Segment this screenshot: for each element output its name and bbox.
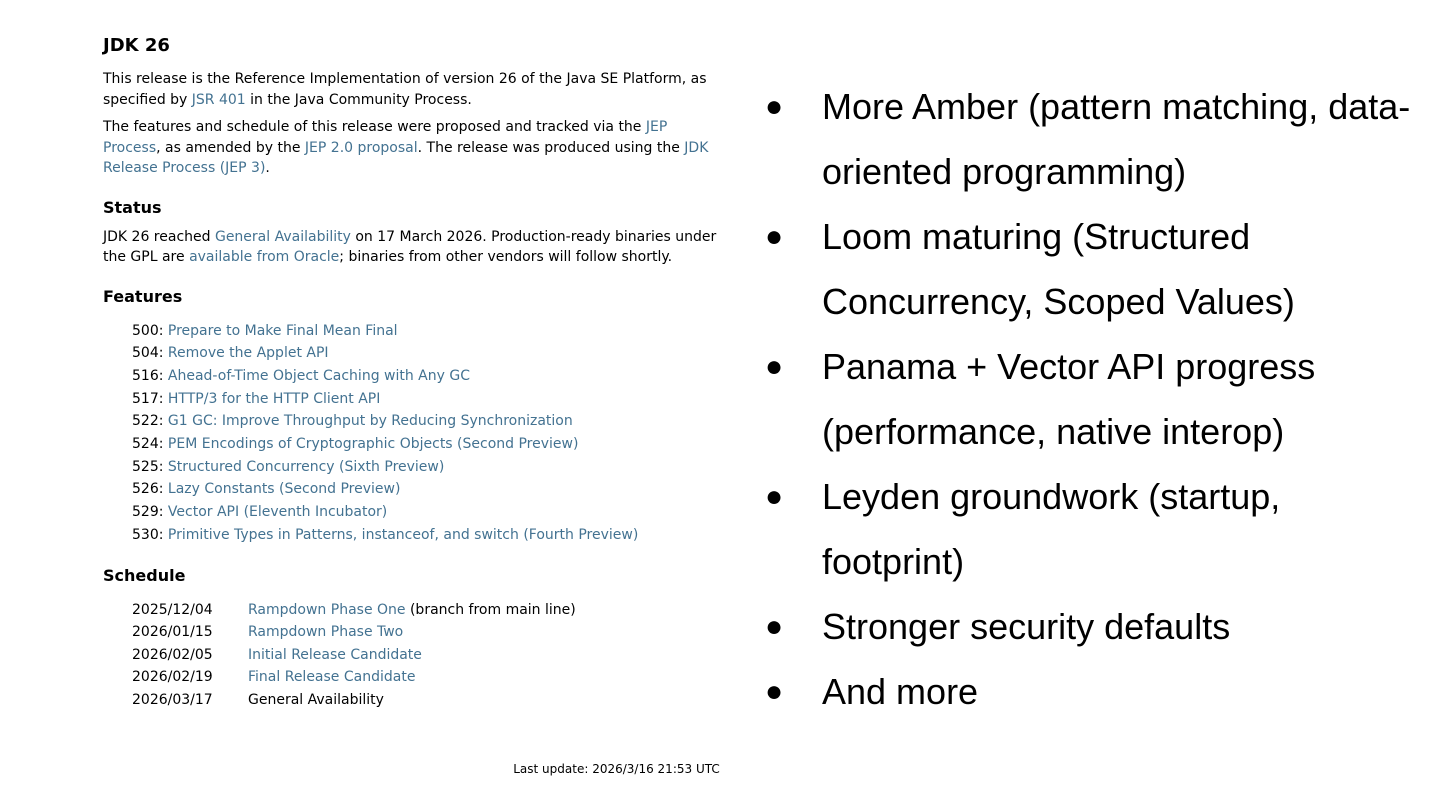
- page-title: JDK 26: [103, 35, 170, 56]
- jep-2-proposal-link[interactable]: JEP 2.0 proposal: [304, 139, 418, 156]
- process-text-4: .: [265, 160, 270, 176]
- highlight-item: [765, 464, 1425, 594]
- schedule-milestone-link[interactable]: Rampdown Phase One: [248, 601, 406, 618]
- schedule-row: [132, 599, 576, 622]
- highlight-item: [765, 334, 1425, 464]
- highlight-item: [765, 659, 1425, 724]
- highlight-text: And more: [822, 671, 979, 712]
- schedule-date: 2026/02/05: [132, 646, 213, 663]
- schedule-table: [132, 599, 576, 712]
- feature-number: 522:: [132, 413, 164, 430]
- feature-item: [132, 524, 723, 547]
- intro-text-1: This release is the Reference Implementation of version 26 of the Java SE Platform, as specified by: [103, 71, 707, 108]
- process-text-2: , as amended by the: [156, 139, 305, 156]
- highlight-text: Panama + Vector API progress (performance, native interop): [822, 346, 1316, 452]
- feature-item: [132, 320, 723, 343]
- highlight-text: Loom maturing (Structured Concurrency, Scoped Values): [822, 216, 1295, 322]
- available-from-oracle-link[interactable]: available from Oracle: [189, 249, 340, 265]
- schedule-milestone-cell: [248, 666, 576, 689]
- intro-text-2: in the Java Community Process.: [245, 91, 472, 108]
- schedule-row: [132, 621, 576, 644]
- schedule-date: 2025/12/04: [132, 601, 213, 618]
- bullet-icon: ●: [765, 220, 784, 253]
- schedule-date: 2026/01/15: [132, 624, 213, 641]
- features-heading: Features: [103, 286, 183, 306]
- feature-item: [132, 456, 723, 479]
- schedule-date: 2026/03/17: [132, 691, 213, 708]
- bullet-icon: ●: [765, 350, 784, 383]
- highlight-text: More Amber (pattern matching, data-oriented programming): [822, 86, 1411, 192]
- features-list: [132, 320, 723, 547]
- status-heading: Status: [103, 197, 162, 217]
- intro-paragraph: [103, 69, 723, 110]
- jdk-release-process-link[interactable]: JDK Release Process (JEP 3): [103, 139, 709, 176]
- feature-item: [132, 501, 723, 524]
- feature-link[interactable]: Lazy Constants (Second Preview): [167, 481, 401, 498]
- feature-number: 500:: [132, 322, 164, 339]
- status-text-2: on 17 March 2026. Production-ready binaries under the GPL are: [103, 228, 717, 265]
- highlight-item: [765, 74, 1425, 204]
- bullet-icon: ●: [765, 480, 784, 513]
- schedule-milestone-cell: [248, 621, 576, 644]
- schedule-milestone-link[interactable]: Initial Release Candidate: [248, 646, 422, 663]
- feature-number: 525:: [132, 458, 164, 475]
- feature-link[interactable]: Vector API (Eleventh Incubator): [167, 504, 388, 521]
- schedule-date: 2026/02/19: [132, 669, 213, 686]
- jsr-401-link[interactable]: JSR 401: [191, 91, 246, 108]
- general-availability-link[interactable]: General Availability: [214, 228, 351, 245]
- feature-link[interactable]: Remove the Applet API: [167, 345, 329, 362]
- schedule-row: [132, 689, 576, 712]
- feature-number: 504:: [132, 345, 164, 362]
- feature-item: [132, 410, 723, 433]
- bullet-icon: ●: [765, 90, 784, 123]
- feature-number: 524:: [132, 436, 164, 453]
- schedule-milestone-cell: [248, 599, 576, 622]
- feature-number: 526:: [132, 481, 164, 498]
- feature-link[interactable]: PEM Encodings of Cryptographic Objects (Second Preview): [167, 436, 579, 453]
- feature-link[interactable]: Prepare to Make Final Mean Final: [167, 322, 398, 339]
- feature-number: 530:: [132, 526, 164, 543]
- jep-process-link[interactable]: JEP Process: [103, 119, 668, 156]
- bullet-icon: ●: [765, 675, 784, 708]
- bullet-icon: ●: [765, 610, 784, 643]
- status-text-1: JDK 26 reached: [103, 228, 215, 245]
- process-text-3: . The release was produced using the: [417, 139, 685, 156]
- schedule-row: [132, 666, 576, 689]
- schedule-row: [132, 644, 576, 667]
- process-paragraph: [103, 117, 723, 179]
- highlight-item: [765, 204, 1425, 334]
- status-text-3: ; binaries from other vendors will follow shortly.: [339, 249, 673, 265]
- feature-item: [132, 478, 723, 501]
- feature-item: [132, 342, 723, 365]
- process-text-1: The features and schedule of this release were proposed and tracked via the: [103, 119, 646, 135]
- status-paragraph: [103, 227, 723, 268]
- highlight-text: Stronger security defaults: [822, 606, 1231, 647]
- feature-number: 517:: [132, 390, 164, 407]
- feature-number: 529:: [132, 504, 164, 521]
- schedule-heading: Schedule: [103, 565, 186, 585]
- highlight-text: Leyden groundwork (startup, footprint): [822, 476, 1281, 582]
- jdk-release-page: [103, 34, 723, 712]
- schedule-milestone-text: General Availability: [248, 691, 384, 708]
- feature-link[interactable]: Structured Concurrency (Sixth Preview): [167, 458, 445, 475]
- last-update-footer: Last update: 2026/3/16 21:53 UTC: [513, 762, 720, 776]
- highlights-list: [765, 74, 1425, 724]
- feature-number: 516:: [132, 367, 164, 384]
- schedule-note: (branch from main line): [405, 601, 576, 618]
- highlight-item: [765, 594, 1425, 659]
- schedule-milestone-cell: [248, 644, 576, 667]
- feature-link[interactable]: Ahead-of-Time Object Caching with Any GC: [167, 367, 470, 384]
- feature-link[interactable]: HTTP/3 for the HTTP Client API: [167, 390, 381, 407]
- schedule-milestone-link[interactable]: Rampdown Phase Two: [248, 624, 404, 641]
- feature-link[interactable]: Primitive Types in Patterns, instanceof, and switch (Fourth Preview): [167, 526, 639, 543]
- feature-item: [132, 365, 723, 388]
- schedule-milestone-link[interactable]: Final Release Candidate: [248, 669, 416, 686]
- feature-link[interactable]: G1 GC: Improve Throughput by Reducing Synchronization: [167, 413, 573, 430]
- feature-item: [132, 388, 723, 411]
- feature-item: [132, 433, 723, 456]
